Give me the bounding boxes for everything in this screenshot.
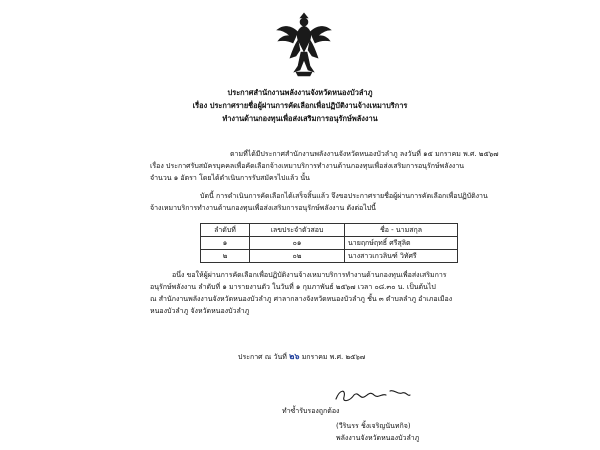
date-prefix: ประกาศ ณ วันที่ bbox=[238, 353, 287, 361]
cell-exam-id: ๐๒ bbox=[250, 250, 345, 263]
certified-copy-label: ทำซ้ำรับรองถูกต้อง bbox=[282, 407, 340, 415]
cell-full-name: นายฤกษ์ฤทธิ์ ศรีสุลิต bbox=[345, 237, 458, 250]
results-table bbox=[200, 223, 458, 263]
date-day: ๒๖ bbox=[289, 352, 300, 361]
column-header-full-name: ชื่อ - นามสกุล bbox=[345, 224, 458, 237]
paragraph-1-line-2: เรื่อง ประกาศรับสมัครบุคคลเพื่อคัดเลือกจ้างเหมาบริการทำงานด้านกองทุนเพื่อส่งเสริมการอนุรักษ์พลังงาน bbox=[150, 162, 465, 170]
paragraph-1-line-3: จำนวน ๑ อัตรา โดยได้ดำเนินการรับสมัครไปแล้ว นั้น bbox=[150, 174, 310, 182]
paragraph-2-line-1: บัดนี้ การดำเนินการคัดเลือกได้เสร็จสิ้นแล้ว จึงขอประกาศรายชื่อผู้ผ่านการคัดเลือกเพื่อปฏิบัติงาน bbox=[200, 192, 488, 200]
cell-order: ๒ bbox=[201, 250, 250, 263]
announcement-org-heading: ประกาศสำนักงานพลังงานจังหวัดหนองบัวลำภู bbox=[227, 88, 373, 97]
cell-exam-id: ๐๑ bbox=[250, 237, 345, 250]
date-suffix: มกราคม พ.ศ. ๒๕๖๗ bbox=[301, 353, 366, 361]
column-header-order: ลำดับที่ bbox=[201, 224, 250, 237]
garuda-emblem-icon bbox=[274, 12, 334, 78]
announcement-subject-line-2: ทำงานด้านกองทุนเพื่อส่งเสริมการอนุรักษ์พลังงาน bbox=[222, 114, 378, 123]
paragraph-3-line-2: อนุรักษ์พลังงาน ลำดับที่ ๑ มารายงานตัว ในวันที่ ๑ กุมภาพันธ์ ๒๕๖๗ เวลา ๐๘.๓๐ น. เป็นต้นไป bbox=[150, 283, 436, 291]
signatory-name: (วีรินรร ชิ้งเจริญนันทกิจ) bbox=[336, 422, 411, 430]
paragraph-3-line-3: ณ สำนักงานพลังงานจังหวัดหนองบัวลำภู ศาลากลางจังหวัดหนองบัวลำภู ชั้น ๓ ตำบลลำภู อำเภอเมือง bbox=[150, 295, 453, 303]
signatory-position: พลังงานจังหวัดหนองบัวลำภู bbox=[336, 434, 420, 442]
paragraph-1-line-1: ตามที่ได้มีประกาศสำนักงานพลังงานจังหวัดหนองบัวลำภู ลงวันที่ ๑๕ มกราคม พ.ศ. ๒๕๖๗ bbox=[230, 150, 499, 158]
announcement-subject: เรื่อง ประกาศรายชื่อผู้ผ่านการคัดเลือกเพื่อปฏิบัติงานจ้างเหมาบริการ bbox=[192, 101, 408, 110]
paragraph-3-line-1: อนึ่ง ขอให้ผู้ผ่านการคัดเลือกเพื่อปฏิบัติงานจ้างเหมาบริการทำงานด้านกองทุนเพื่อส่งเสริมการ bbox=[172, 271, 447, 279]
announcement-date bbox=[238, 352, 365, 362]
table-row bbox=[201, 237, 458, 250]
cell-order: ๑ bbox=[201, 237, 250, 250]
paragraph-2-line-2: จ้างเหมาบริการทำงานด้านกองทุนเพื่อส่งเสริมการอนุรักษ์พลังงาน ดังต่อไปนี้ bbox=[150, 204, 376, 212]
handwritten-signature bbox=[332, 385, 412, 407]
table-header-row bbox=[201, 224, 458, 237]
table-row bbox=[201, 250, 458, 263]
column-header-exam-id: เลขประจำตัวสอบ bbox=[250, 224, 345, 237]
paragraph-3-line-4: หนองบัวลำภู จังหวัดหนองบัวลำภู bbox=[150, 307, 250, 315]
cell-full-name: นางสาวเกวลินฑ์ วิทัศรี bbox=[345, 250, 458, 263]
